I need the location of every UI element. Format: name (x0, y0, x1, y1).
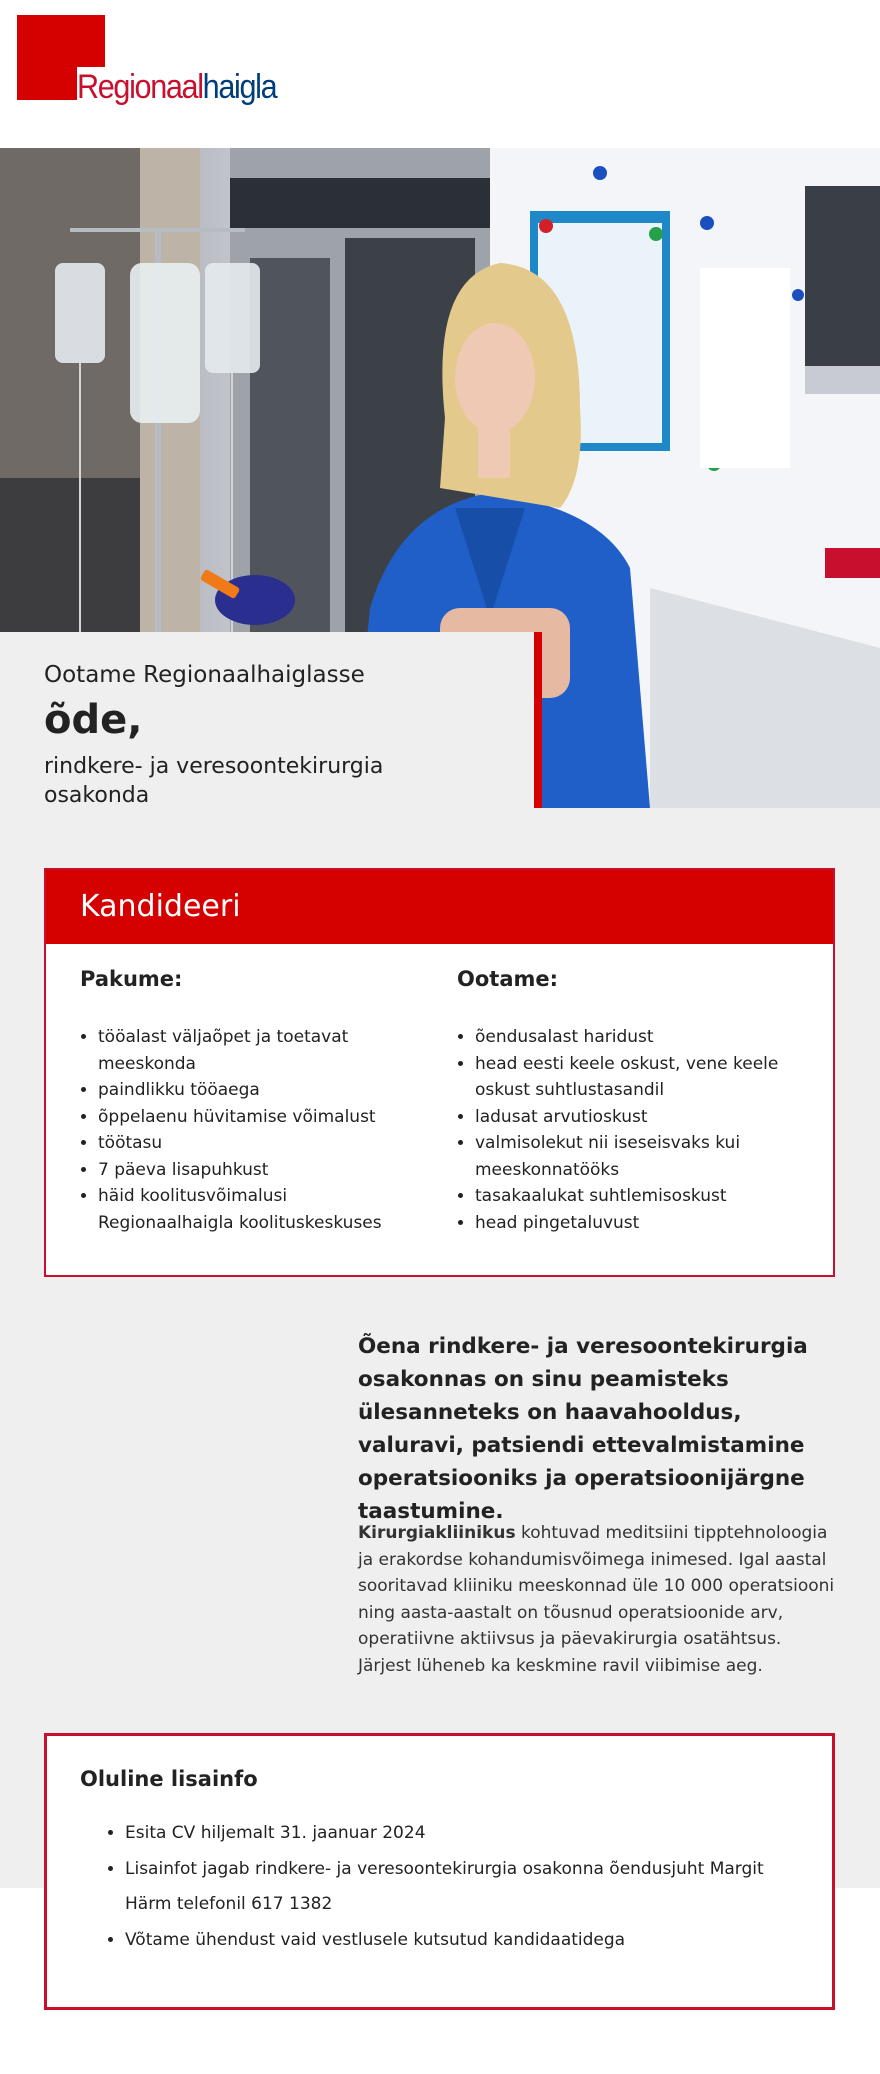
additional-info-title: Oluline lisainfo (80, 1767, 258, 1791)
clinic-description-text: kohtuvad meditsiini tipptehnoloogia ja erakordse kohandumisvõimega inimesed. Igal aastal sooritavad kliiniku meeskonnad üle 10 000 operatsiooni ning aasta-aastalt on tõusnud operatsioonide arv, operatiivne aktiivsus ja päevakirurgia osatähtsus. Järjest lüheneb ka keskmine ravil viibimise aeg. (358, 1523, 835, 1676)
regionaalhaigla-logo[interactable] (17, 15, 317, 110)
logo-text (77, 67, 276, 107)
offer-title: Pakume: (80, 967, 183, 991)
apply-header-button[interactable]: Kandideeri (46, 870, 833, 944)
list-item: • õppelaenu hüvitamise võimalust (98, 1104, 420, 1131)
additional-info-box (44, 1733, 835, 2010)
list-item: • head eesti keele oskust, vene keele oskust suhtlustasandil (475, 1051, 797, 1104)
job-title: õde, (44, 697, 143, 743)
department-name: rindkere- ja veresoontekirurgia osakonda (44, 754, 384, 808)
offer-column (80, 964, 420, 1236)
role-description-lead: Õena rindkere- ja veresoontekirurgia osakonnas on sinu peamisteks ülesanneteks on haavahooldus, valuravi, patsiendi ettevalmistamine operatsiooniks ja operatsioonijärgne taastumine. (358, 1334, 808, 1524)
hero-title-panel (0, 632, 542, 808)
list-item: • paindlikku tööaega (98, 1077, 420, 1104)
expect-title: Ootame: (457, 967, 559, 991)
list-item: • Esita CV hiljemalt 31. jaanuar 2024 (125, 1816, 799, 1852)
list-item: • head pingetaluvust (475, 1210, 797, 1237)
list-item: • tööalast väljaõpet ja toetavat meeskonda (98, 1024, 420, 1077)
additional-info-list (80, 1816, 799, 1958)
expect-column (457, 964, 797, 1236)
list-item: • häid koolitusvõimalusi Regionaalhaigla koolituskeskuses (98, 1183, 420, 1236)
clinic-name: Kirurgiakliinikus (358, 1523, 516, 1543)
list-item: • valmisolekut nii iseseisvaks kui meeskonnatööks (475, 1130, 797, 1183)
list-item: • Võtame ühendust vaid vestlusele kutsutud kandidaatidega (125, 1923, 799, 1959)
expect-list (457, 1024, 797, 1236)
list-item: • töötasu (98, 1130, 420, 1157)
logo-text-blue: haigla (202, 68, 277, 106)
apply-box (44, 868, 835, 1277)
list-item: • Lisainfot jagab rindkere- ja veresoontekirurgia osakonna õendusjuht Margit Härm telefonil 617 1382 (125, 1852, 799, 1923)
offer-list (80, 1024, 420, 1236)
list-item: • 7 päeva lisapuhkust (98, 1157, 420, 1184)
logo-text-red: Regionaal (77, 68, 203, 106)
list-item: • tasakaalukat suhtlemisoskust (475, 1183, 797, 1210)
list-item: • ladusat arvutioskust (475, 1104, 797, 1131)
clinic-description (358, 1520, 838, 1679)
hero-intro: Ootame Regionaalhaiglasse (44, 662, 365, 688)
list-item: • õendusalast haridust (475, 1024, 797, 1051)
